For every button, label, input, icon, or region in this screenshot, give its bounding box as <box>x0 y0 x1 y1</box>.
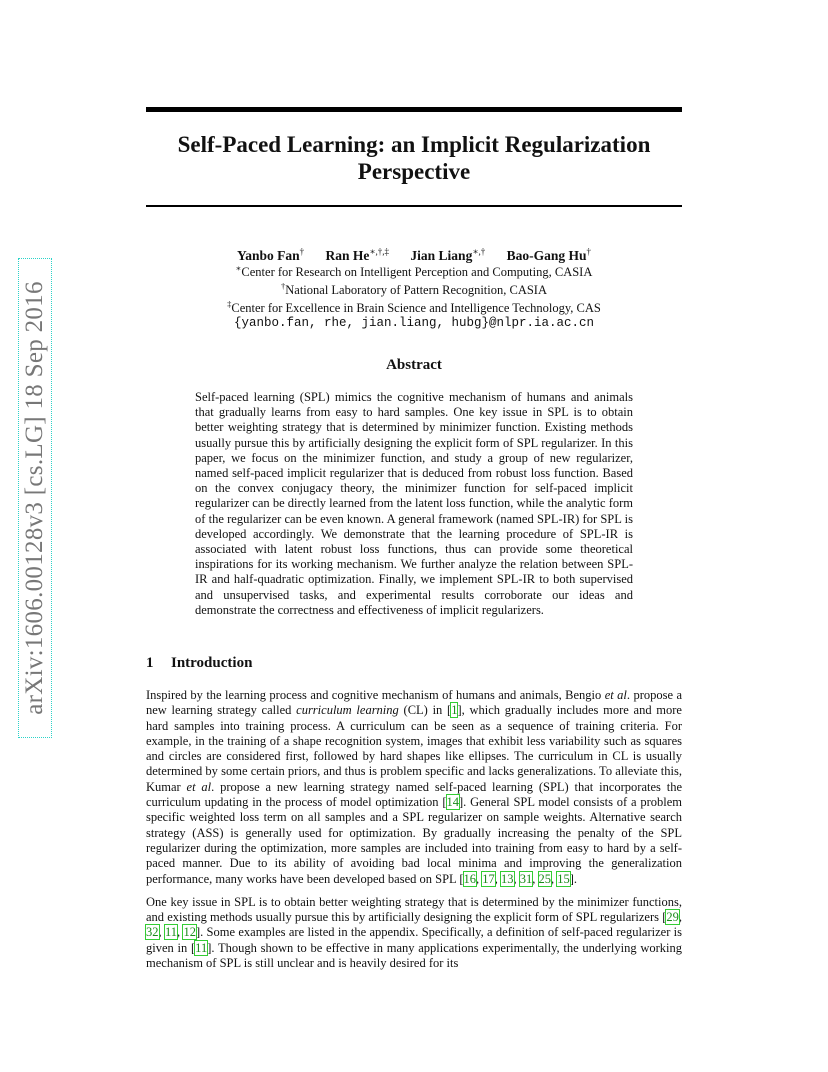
citation-link[interactable]: 15 <box>557 871 570 886</box>
affiliation: ‡Center for Excellence in Brain Science and Intelligence Technology, CAS <box>227 299 601 316</box>
title-bottom-rule <box>146 205 682 207</box>
citation-link[interactable]: 17 <box>482 871 495 886</box>
author: Yanbo Fan† <box>237 246 305 263</box>
citation-link[interactable]: 1 <box>451 703 458 718</box>
citation-link[interactable]: 16 <box>463 871 476 886</box>
citation-link[interactable]: 25 <box>538 871 551 886</box>
abstract-text: Self-paced learning (SPL) mimics the cognitive mechanism of humans and animals that gradually learns from easy to hard samples. One key issue in SPL is to obtain better weighting strategy that is determined by minimizer function. Existing methods usually pursue this by artificially designing the explicit form of SPL regularizer. In this paper, we focus on the minimizer function, and study a group of new regularizer, named self-paced implicit regularizer that is deduced from robust loss function. Based on the convex conjugacy theory, the minimizer function for self-paced implicit regularizer can be directly learned from the latent loss function, while the analytic form of the regularizer can be even known. A general framework (named SPL-IR) for SPL is developed accordingly. We demonstrate that the learning procedure of SPL-IR is associated with latent robust loss functions, thus can provide some theoretical inspirations for its working mechanism. We further analyze the relation between SPL-IR and half-quadratic optimization. Finally, we implement SPL-IR to both supervised and unsupervised tasks, and experimental results corroborate our ideas and demonstrate the correctness and effectiveness of implicit regularizers. <box>195 390 633 617</box>
arxiv-identifier-text: arXiv:1606.00128v3 [cs.LG] 18 Sep 2016 <box>21 281 48 715</box>
paper-title: Self-Paced Learning: an Implicit Regularization Perspective <box>177 132 651 184</box>
arxiv-identifier-link[interactable] <box>18 258 52 738</box>
affiliation: ∗Center for Research on Intelligent Perception and Computing, CASIA <box>235 263 593 280</box>
section-title: Introduction <box>171 655 253 671</box>
title-top-rule <box>146 107 682 112</box>
abstract-heading: Abstract <box>386 357 442 373</box>
section-number: 1 <box>146 655 154 671</box>
introduction-body <box>146 688 682 979</box>
section-heading <box>146 655 252 672</box>
citation-link[interactable]: 13 <box>501 871 514 886</box>
author: Jian Liang∗,† <box>410 246 486 263</box>
citation-link[interactable]: 31 <box>519 871 533 886</box>
author: Bao-Gang Hu† <box>506 246 591 263</box>
affiliation: †National Laboratory of Pattern Recognition, CASIA <box>281 281 547 298</box>
citation-link[interactable]: 11 <box>164 925 177 940</box>
citation-link[interactable]: 29 <box>666 910 679 925</box>
affiliation-list <box>146 261 682 330</box>
citation-link[interactable]: 12 <box>183 925 196 940</box>
citation-link[interactable]: 32 <box>146 925 159 940</box>
paragraph: One key issue in SPL is to obtain better weighting strategy that is determined by the minimizer functions, and existing methods usually pursue this by artificially designing the explicit form of SPL regularizers [29, 32, 11, 12]. Some examples are listed in the appendix. Specifically, a definition of self-paced regularizer is given in [11]. Though shown to be effective in many applications experimentally, the underlying working mechanism of SPL is still unclear and is heavily desired for its <box>146 894 683 971</box>
author: Ran He∗,†,‡ <box>325 246 390 263</box>
citation-link[interactable]: 11 <box>195 940 208 955</box>
paragraph: Inspired by the learning process and cognitive mechanism of humans and animals, Bengio et al. propose a new learning strategy called curriculum learning (CL) in [1], which gradually includes more and more hard samples into training process. A curriculum can be seen as a sequence of training criteria. For example, in the training of a shape recognition system, images that exhibit less variability such as squares and circles are considered first, followed by hard shapes like ellipses. The curriculum in CL is usually determined by some certain priors, and thus is problem specific and lacks generalizations. To alleviate this, Kumar et al. propose a new learning strategy named self-paced learning (SPL) that incorporates the curriculum updating in the process of model optimization [14]. General SPL model consists of a problem specific weighted loss term on all samples and a SPL regularizer on sample weights. Alternative search strategy (ASS) is generally used for optimization. By gradually increasing the penalty of the SPL regularizer during the optimization, more samples are included into training from easy to hard by a self-paced manner. Due to its ability of avoiding bad local minima and improving the generalization performance, many works have been developed based on SPL [16, 17, 13, 31, 25, 15]. <box>146 688 683 886</box>
author-emails: {yanbo.fan, rhe, jian.liang, hubg}@nlpr.ia.ac.cn <box>233 316 595 331</box>
citation-link[interactable]: 14 <box>446 795 459 810</box>
